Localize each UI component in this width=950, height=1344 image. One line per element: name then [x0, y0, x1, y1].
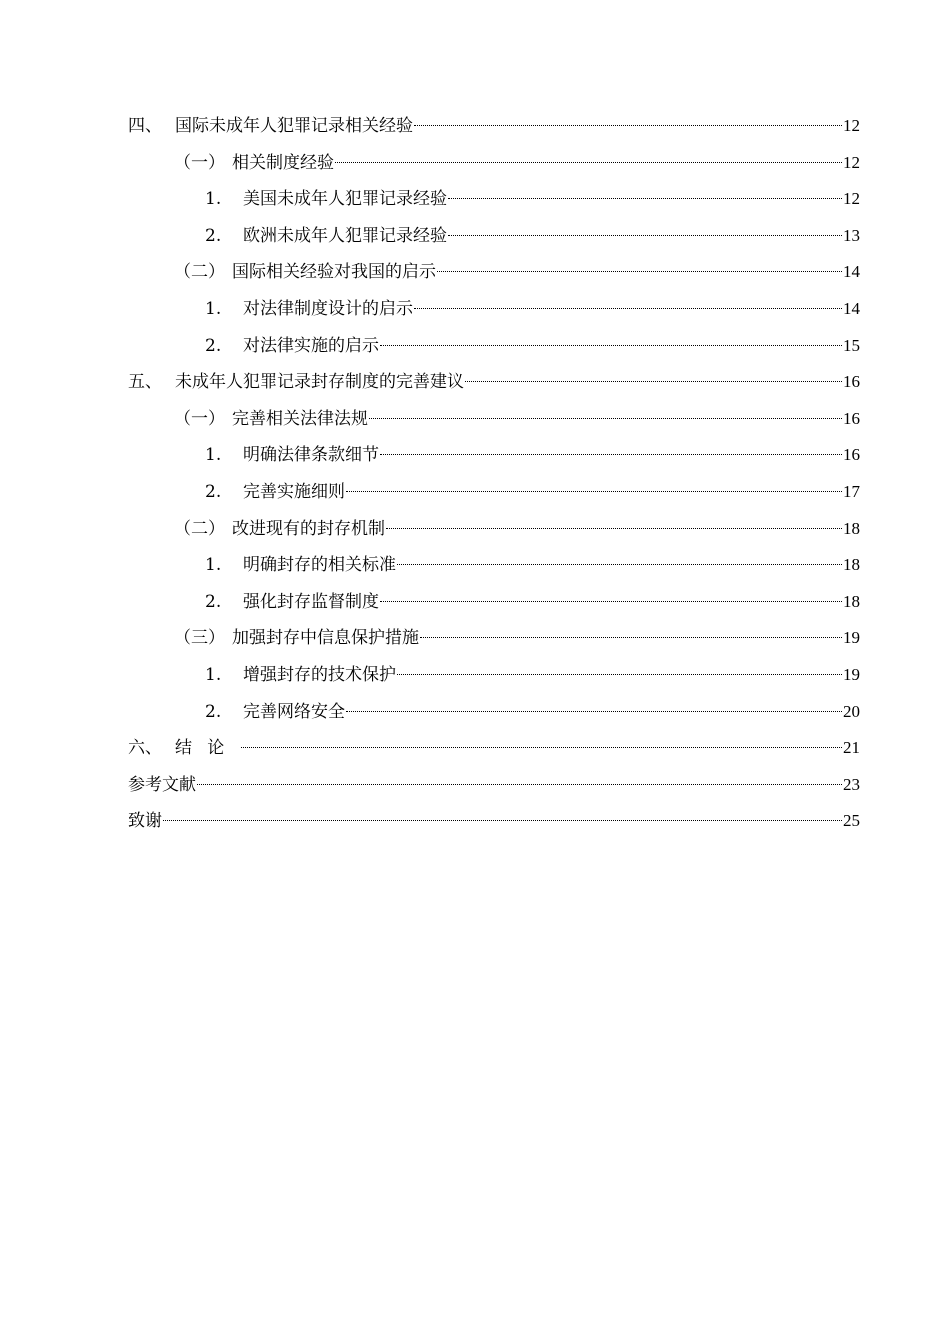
toc-entry-title: 致谢 [128, 811, 162, 832]
toc-entry-page: 18 [843, 591, 860, 611]
toc-dot-leader [414, 125, 842, 126]
toc-entry-title: 完善网络安全 [243, 701, 345, 722]
toc-entry-number: 1. [205, 298, 222, 319]
toc-entry-title: 欧洲未成年人犯罪记录经验 [243, 225, 447, 246]
toc-entry-number: 2. [205, 481, 222, 502]
toc-entry-page: 12 [843, 189, 860, 209]
toc-entry[interactable] [128, 291, 860, 328]
toc-entry-page: 12 [843, 116, 860, 135]
toc-entry-title: 对法律实施的启示 [243, 335, 379, 356]
toc-entry-title: 明确法律条款细节 [243, 445, 379, 466]
toc-entry-number: 1. [205, 555, 222, 576]
toc-entry-title: 结论 [175, 738, 240, 759]
toc-entry-title: 美国未成年人犯罪记录经验 [243, 189, 447, 210]
toc-entry-number: 2. [205, 701, 222, 722]
toc-entry-title: 国际未成年人犯罪记录相关经验 [175, 116, 413, 136]
toc-entry-title: 完善相关法律法规 [232, 408, 368, 429]
toc-entry-number: 五、 [128, 372, 162, 393]
toc-entry-page: 25 [843, 811, 860, 831]
toc-entry[interactable] [128, 108, 860, 145]
toc-entry[interactable] [128, 218, 860, 255]
toc-dot-leader [465, 381, 842, 382]
toc-entry-number: 2. [205, 225, 222, 246]
toc-entry-page: 23 [843, 774, 860, 794]
toc-entry-page: 18 [843, 518, 860, 538]
toc-entry[interactable] [128, 254, 860, 291]
toc-dot-leader [346, 491, 842, 492]
toc-entry[interactable] [128, 401, 860, 438]
toc-entry-page: 16 [843, 372, 860, 392]
toc-entry-number: （一） [174, 152, 225, 173]
toc-dot-leader [448, 198, 842, 199]
toc-entry-number: 六、 [128, 738, 162, 759]
toc-dot-leader [335, 162, 842, 163]
toc-entry[interactable] [128, 511, 860, 548]
toc-entry[interactable] [128, 364, 860, 401]
toc-dot-leader [420, 637, 842, 638]
toc-entry-page: 18 [843, 555, 860, 575]
toc-entry-title: 改进现有的封存机制 [232, 518, 385, 539]
toc-entry-number: 2. [205, 335, 222, 356]
toc-entry-page: 19 [843, 628, 860, 648]
toc-entry[interactable] [128, 474, 860, 511]
toc-dot-leader [241, 747, 842, 748]
toc-entry-page: 21 [843, 738, 860, 758]
toc-dot-leader [448, 235, 842, 236]
toc-entry-title: 明确封存的相关标准 [243, 555, 396, 576]
toc-entry[interactable] [128, 181, 860, 218]
toc-entry-number: 四、 [128, 116, 162, 136]
toc-entry-page: 16 [843, 445, 860, 465]
toc-dot-leader [437, 271, 842, 272]
toc-dot-leader [163, 820, 842, 821]
toc-dot-leader [380, 345, 842, 346]
toc-entry-page: 17 [843, 481, 860, 501]
toc-entry-title: 加强封存中信息保护措施 [232, 628, 419, 649]
toc-entry[interactable] [128, 694, 860, 731]
toc-entry-page: 14 [843, 298, 860, 318]
toc-entry[interactable] [128, 584, 860, 621]
toc-dot-leader [397, 564, 842, 565]
toc-entry[interactable] [128, 328, 860, 365]
toc-dot-leader [380, 601, 842, 602]
toc-entry[interactable] [128, 620, 860, 657]
toc-entry-page: 20 [843, 701, 860, 721]
toc-dot-leader [346, 711, 842, 712]
toc-entry-number: 1. [205, 664, 222, 685]
toc-entry[interactable] [128, 767, 860, 804]
toc-entry-page: 16 [843, 408, 860, 428]
toc-entry-page: 13 [843, 225, 860, 245]
toc-entry-number: （二） [174, 518, 225, 539]
table-of-contents [128, 108, 860, 840]
toc-entry[interactable] [128, 145, 860, 182]
toc-dot-leader [380, 454, 842, 455]
toc-entry-page: 19 [843, 664, 860, 684]
toc-entry-title: 相关制度经验 [232, 152, 334, 173]
toc-dot-leader [414, 308, 842, 309]
toc-entry[interactable] [128, 657, 860, 694]
toc-entry-page: 12 [843, 152, 860, 172]
toc-entry-title: 未成年人犯罪记录封存制度的完善建议 [175, 372, 464, 393]
toc-entry[interactable] [128, 803, 860, 840]
toc-dot-leader [386, 528, 842, 529]
toc-entry-title: 国际相关经验对我国的启示 [232, 262, 436, 283]
toc-entry-title: 完善实施细则 [243, 481, 345, 502]
toc-entry-number: 1. [205, 445, 222, 466]
toc-entry-number: 2. [205, 591, 222, 612]
toc-entry-number: （二） [174, 262, 225, 283]
toc-entry-number: （一） [174, 408, 225, 429]
toc-entry-number: 1. [205, 189, 222, 210]
toc-entry[interactable] [128, 547, 860, 584]
toc-entry-title: 强化封存监督制度 [243, 591, 379, 612]
toc-entry[interactable] [128, 437, 860, 474]
toc-entry[interactable] [128, 730, 860, 767]
toc-dot-leader [369, 418, 842, 419]
toc-entry-title: 增强封存的技术保护 [243, 664, 396, 685]
toc-entry-title: 参考文献 [128, 774, 196, 795]
toc-entry-number: （三） [174, 628, 225, 649]
toc-entry-page: 14 [843, 262, 860, 282]
toc-entry-page: 15 [843, 335, 860, 355]
toc-dot-leader [397, 674, 842, 675]
toc-entry-title: 对法律制度设计的启示 [243, 298, 413, 319]
toc-dot-leader [197, 784, 842, 785]
